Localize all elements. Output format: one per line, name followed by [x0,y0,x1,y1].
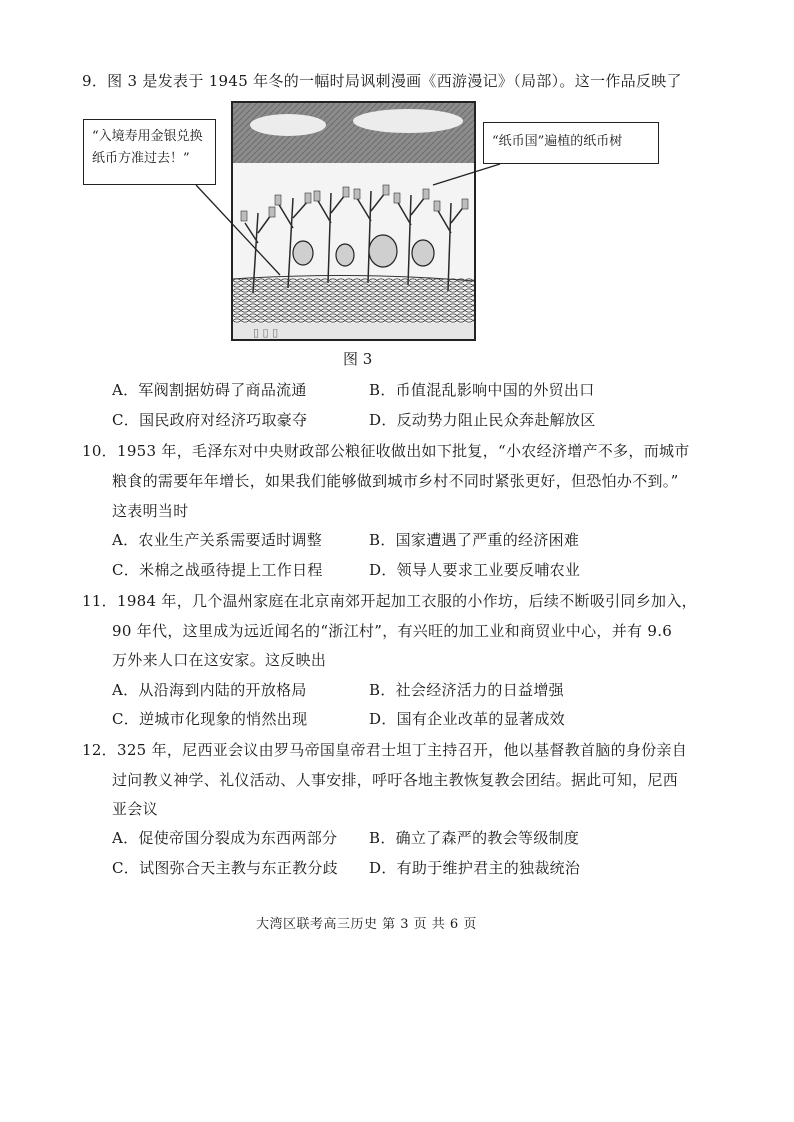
q10-option-c: C．米棉之战亟待提上工作日程 [112,561,323,579]
q11-line-1: 11．1984 年，几个温州家庭在北京南郊开起加工衣服的小作坊，后续不断吸引同乡加入， [82,592,697,610]
q12-option-a: A．促使帝国分裂成为东西两部分 [112,829,338,847]
page-footer: 大湾区联考高三历史 第 3 页 共 6 页 [256,917,477,932]
q10-line-2: 粮食的需要年年增长，如果我们能够做到城市乡村不同时紧张更好，但恐怕办不到。” [112,472,679,490]
q11-option-c: C．逆城市化现象的悄然出现 [112,710,308,728]
q9-callout-right-text: “纸币国”遍植的纸币树 [492,134,623,149]
q11-line-3: 万外来人口在这安家。这反映出 [112,651,327,669]
q9-callout-left-line2: 纸币方准过去！” [92,151,190,166]
cartoon-illustration [233,103,474,339]
q12-line-3: 亚会议 [112,800,158,818]
q9-callout-right [483,122,659,164]
q10-option-b: B．国家遭遇了严重的经济困难 [369,531,580,549]
q9-option-a: A．军阀割据妨碍了商品流通 [112,381,307,399]
q9-callout-left [83,119,216,185]
q9-option-d: D．反动势力阻止民众奔赴解放区 [369,411,596,429]
q10-line-3: 这表明当时 [112,502,189,520]
q12-option-c: C．试图弥合天主教与东正教分歧 [112,859,338,877]
q9-option-c: C．国民政府对经济巧取豪夺 [112,411,308,429]
q11-option-d: D．国有企业改革的显著成效 [369,710,565,728]
q12-line-2: 过问教义神学、礼仪活动、人事安排，呼吁各地主教恢复教会团结。据此可知，尼西 [112,771,679,789]
q11-option-b: B．社会经济活力的日益增强 [369,681,564,699]
q10-option-d: D．领导人要求工业要反哺农业 [369,561,581,579]
q9-callout-left-line1: “入境寿用金银兑换 [92,129,203,144]
q12-line-1: 12．325 年，尼西亚会议由罗马帝国皇帝君士坦丁主持召开，他以基督教首脑的身份亲自 [82,741,688,759]
q11-line-2: 90 年代，这里成为远近闻名的“浙江村”，有兴旺的加工业和商贸业中心，并有 9.6 [112,622,673,640]
q12-option-d: D．有助于维护君主的独裁统治 [369,859,581,877]
q10-line-1: 10．1953 年，毛泽东对中央财政部公粮征收做出如下批复，“小农经济增产不多，而城市 [82,442,690,460]
q9-figure-caption: 图 3 [343,350,373,368]
q10-option-a: A．农业生产关系需要适时调整 [112,531,323,549]
q11-option-a: A．从沿海到内陆的开放格局 [112,681,307,699]
svg-text:▯ ▯ ▯: ▯ ▯ ▯ [253,326,279,339]
q12-option-b: B．确立了森严的教会等级制度 [369,829,580,847]
q9-cartoon-figure [231,101,476,341]
q9-option-b: B．币值混乱影响中国的外贸出口 [369,381,595,399]
q9-stem: 9．图 3 是发表于 1945 年冬的一幅时局讽刺漫画《西游漫记》（局部）。这一作品反映了 [82,72,682,90]
